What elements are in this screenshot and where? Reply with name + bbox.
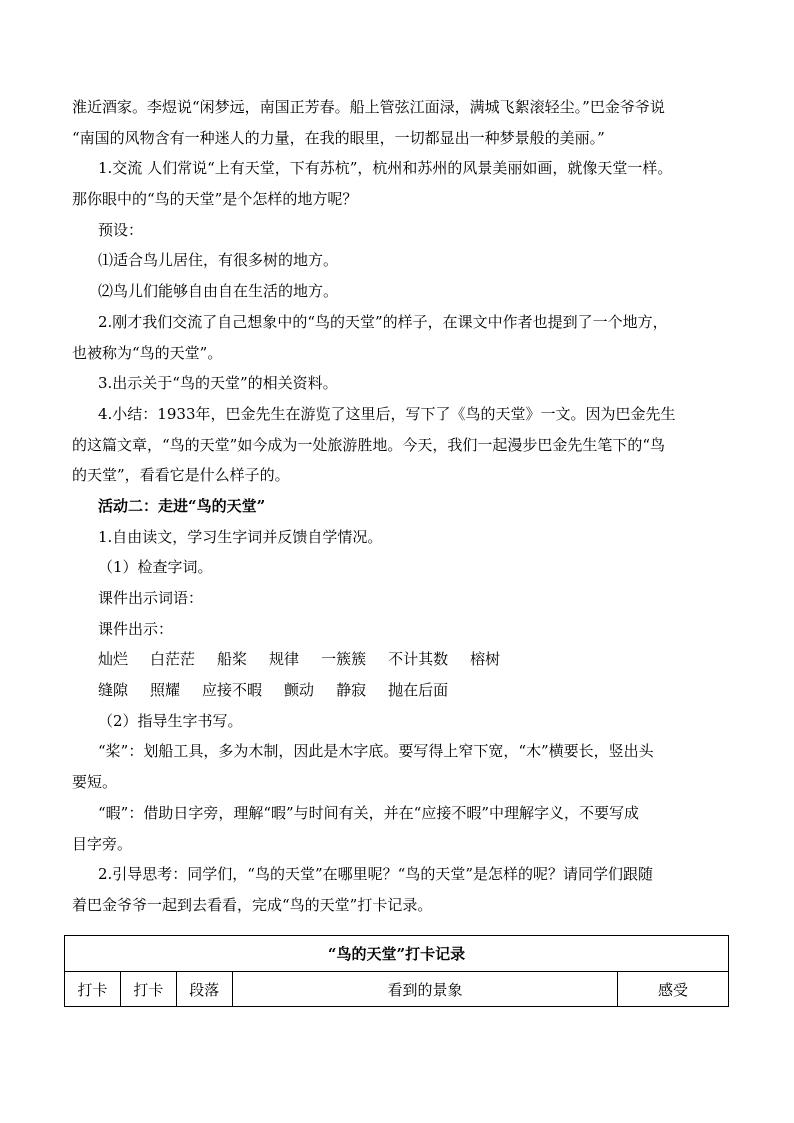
vocab-word: 一簇簇 [321, 650, 367, 669]
vocab-word: 船桨 [217, 650, 248, 669]
paragraph-line: 课件出示词语： [98, 589, 204, 607]
section-heading: 活动二：走进“鸟的天堂” [98, 496, 266, 515]
paragraph-line: 1.交流 人们常说“上有天堂，下有苏杭”，杭州和苏州的风景美丽如画，就像天堂一样。 [98, 159, 673, 178]
paragraph-line: 目字旁。 [72, 834, 133, 853]
paragraph-line: ⑴适合鸟儿居住，有很多树的地方。 [98, 251, 339, 270]
vocab-word: 规律 [269, 650, 300, 669]
paragraph-line: 着巴金爷爷一起到去看看，完成“鸟的天堂”打卡记录。 [72, 895, 433, 914]
table-header-cell: 感受 [618, 972, 729, 1007]
paragraph-line: 3.出示关于“鸟的天堂”的相关资料。 [98, 374, 338, 393]
paragraph-line: 淮近酒家。李煜说“闲梦远，南国正芳春。船上管弦江面渌，满城飞絮滚轻尘。”巴金爷爷说 [72, 98, 665, 116]
table-header-cell: 看到的景象 [232, 972, 617, 1007]
paragraph-line: “暇”：借助日字旁，理解“暇”与时间有关，并在“应接不暇”中理解字义，不要写成 [98, 803, 640, 822]
vocab-word: 缝隙 [98, 681, 129, 700]
vocab-word: 静寂 [336, 681, 367, 700]
table-header-cell: 打卡 [65, 972, 121, 1007]
paragraph-line: 1.自由读文，学习生字词并反馈自学情况。 [98, 527, 383, 546]
paragraph-line: 的天堂”，看看它是什么样子的。 [72, 466, 290, 485]
paragraph-line: 那你眼中的“鸟的天堂”是个怎样的地方呢？ [72, 190, 358, 209]
vocab-word: 抛在后面 [388, 681, 449, 700]
paragraph-line: “桨”：划船工具，多为木制，因此是木字底。要写得上窄下宽，“木”横要长，竖出头 [98, 742, 654, 761]
paragraph-line: （1）检查字词。 [98, 558, 213, 577]
vocab-word: 不计其数 [388, 650, 449, 669]
checkin-table-wrapper [64, 935, 729, 1007]
vocab-word: 榕树 [470, 650, 501, 669]
paragraph-line: （2）指导生字书写。 [98, 711, 243, 730]
body-text [72, 92, 724, 921]
paragraph-line: 也被称为“鸟的天堂”。 [72, 343, 223, 362]
vocab-word: 白茫茫 [150, 650, 196, 669]
vocab-row-1 [72, 644, 724, 675]
vocab-word: 灿烂 [98, 650, 129, 669]
paragraph-line: 预设： [98, 220, 144, 239]
checkin-table [64, 935, 729, 1007]
paragraph-line: ⑵鸟儿们能够自由自在生活的地方。 [98, 282, 339, 301]
paragraph-line: 的这篇文章，“鸟的天堂”如今成为一处旅游胜地。今天，我们一起漫步巴金先生笔下的“鸟 [72, 435, 666, 454]
paragraph-line: 课件出示： [98, 619, 174, 638]
table-header-cell: 打卡 [120, 972, 176, 1007]
paragraph-line: 2.引导思考：同学们，“鸟的天堂”在哪里呢？“鸟的天堂”是怎样的呢？请同学们跟随 [98, 865, 653, 884]
paragraph-line: 2.刚才我们交流了自己想象中的“鸟的天堂”的样子，在课文中作者也提到了一个地方， [98, 312, 668, 331]
table-header-cell: 段落 [176, 972, 232, 1007]
table-header-row [65, 972, 729, 1007]
vocab-row-2 [72, 675, 724, 706]
vocab-word: 应接不暇 [202, 681, 263, 700]
vocab-word: 照耀 [150, 681, 181, 700]
paragraph-line: 要短。 [72, 773, 118, 792]
paragraph-line: “南国的风物含有一种迷人的力量，在我的眼里，一切都显出一种梦景般的美丽。” [72, 128, 605, 147]
paragraph-line: 4.小结：1933年，巴金先生在游览了这里后，写下了《鸟的天堂》一文。因为巴金先生 [98, 404, 676, 423]
table-title: “鸟的天堂”打卡记录 [65, 936, 729, 972]
vocab-word: 颤动 [284, 681, 315, 700]
